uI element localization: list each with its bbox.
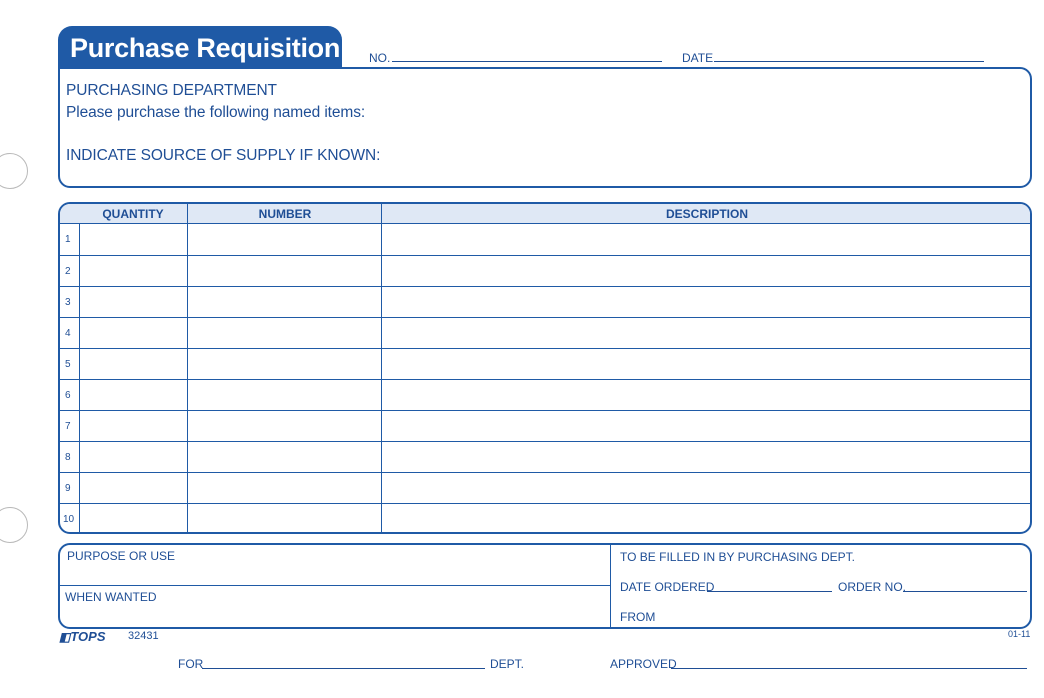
date-field[interactable] [714,61,984,62]
source-of-supply-label: INDICATE SOURCE OF SUPPLY IF KNOWN: [66,147,381,164]
no-field[interactable] [392,61,662,62]
purpose-label: PURPOSE OR USE [67,549,176,563]
table-row[interactable] [60,255,1030,287]
purpose-divider [60,585,610,586]
table-row[interactable] [60,410,1030,442]
when-wanted-label: WHEN WANTED [65,590,157,604]
table-row[interactable] [60,379,1030,411]
row-number: 5 [65,359,71,370]
requisition-info-box [58,67,1032,188]
from-label: FROM [620,610,656,624]
binder-hole [0,153,28,189]
items-table [58,202,1032,534]
date-label: DATE [682,51,714,65]
table-row[interactable] [60,317,1030,349]
dept-label: DEPT. [490,657,525,671]
table-row[interactable] [60,224,1030,255]
tops-logo [59,629,106,644]
date-ordered-label: DATE ORDERED [620,580,715,594]
section-divider [610,545,611,627]
purchasing-department-label: PURCHASING DEPARTMENT [66,82,277,99]
binder-hole [0,507,28,543]
table-row[interactable] [60,503,1030,534]
row-number: 1 [65,234,71,245]
no-label: NO. [369,51,391,65]
for-label: FOR [178,657,204,671]
purchasing-dept-heading: TO BE FILLED IN BY PURCHASING DEPT. [620,550,855,564]
header-number: NUMBER [258,207,312,221]
from-field[interactable] [660,605,1020,625]
tops-logo-mark: ◧ [59,630,71,644]
purpose-and-purchasing-box [58,543,1032,629]
row-number: 8 [65,452,71,463]
header-quantity: QUANTITY [102,207,164,221]
order-no-label: ORDER NO. [838,580,907,594]
row-number: 2 [65,266,71,277]
row-number: 7 [65,421,71,432]
table-row[interactable] [60,472,1030,504]
date-ordered-field[interactable] [707,591,832,592]
table-header [60,204,1030,224]
form-title: Purchase Requisition [58,26,342,68]
instruction-text: Please purchase the following named items: [66,104,366,121]
row-number: 9 [65,483,71,494]
approved-field[interactable] [671,668,1027,669]
table-row[interactable] [60,348,1030,380]
purpose-field[interactable] [60,545,610,585]
table-row[interactable] [60,441,1030,473]
row-number: 4 [65,328,71,339]
brand-name: TOPS [70,629,106,644]
row-number: 10 [63,514,75,525]
row-number: 3 [65,297,71,308]
table-row[interactable] [60,286,1030,318]
order-no-field[interactable] [903,591,1027,592]
when-wanted-field[interactable] [60,587,610,627]
header-description: DESCRIPTION [665,207,748,221]
row-number: 6 [65,390,71,401]
revision-code: 01-11 [1008,629,1031,639]
approved-label: APPROVED [610,657,677,671]
product-code: 32431 [128,630,159,642]
for-field[interactable] [202,668,485,669]
